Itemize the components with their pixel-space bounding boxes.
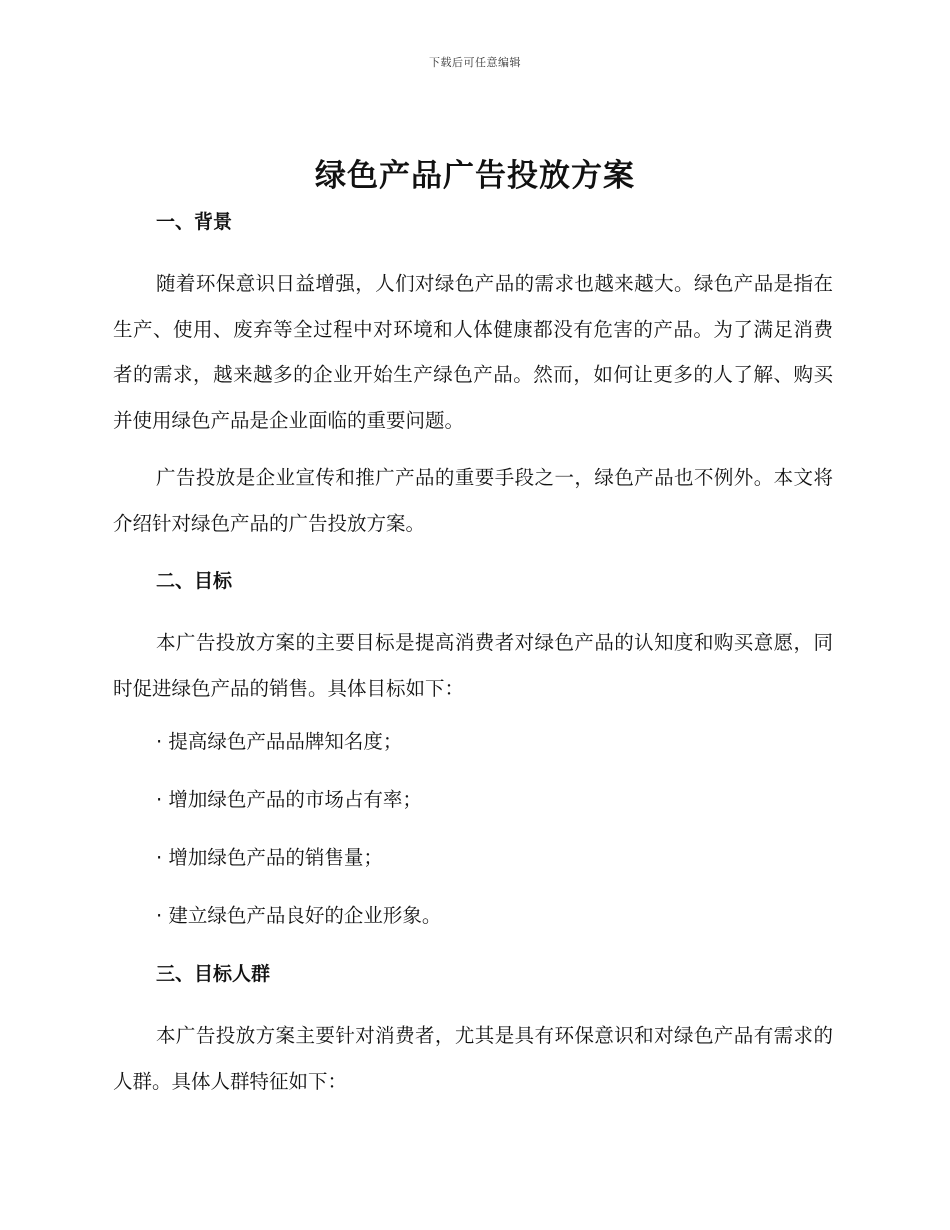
goal-bullet-2: · 增加绿色产品的市场占有率；	[156, 788, 422, 811]
section-heading-target-audience: 三、目标人群	[156, 963, 271, 985]
paragraph-background-2: 广告投放是企业宣传和推广产品的重要手段之一，绿色产品也不例外。本文将介绍针对绿色产品的广告投放方案。	[113, 466, 833, 535]
paragraph-target-audience-1: 本广告投放方案主要针对消费者，尤其是具有环保意识和对绿色产品有需求的人群。具体人群特征如下：	[113, 1024, 833, 1093]
section-heading-background: 一、背景	[156, 211, 233, 233]
goal-bullet-1: · 提高绿色产品品牌知名度；	[156, 730, 403, 753]
section-heading-goals: 二、目标	[156, 570, 233, 592]
goal-bullet-3: · 增加绿色产品的销售量；	[156, 846, 383, 869]
goal-bullet-4: · 建立绿色产品良好的企业形象。	[156, 904, 442, 927]
document-body	[113, 203, 833, 1104]
document-title: 绿色产品广告投放方案	[315, 158, 635, 194]
paragraph-background-1: 随着环保意识日益增强，人们对绿色产品的需求也越来越大。绿色产品是指在生产、使用、废弃等全过程中对环境和人体健康都没有危害的产品。为了满足消费者的需求，越来越多的企业开始生产绿色产品。然而，如何让更多的人了解、购买并使用绿色产品是企业面临的重要问题。	[113, 272, 833, 432]
page-header: 下载后可任意编辑	[429, 56, 521, 69]
paragraph-goals-1: 本广告投放方案的主要目标是提高消费者对绿色产品的认知度和购买意愿，同时促进绿色产品的销售。具体目标如下：	[113, 631, 833, 700]
